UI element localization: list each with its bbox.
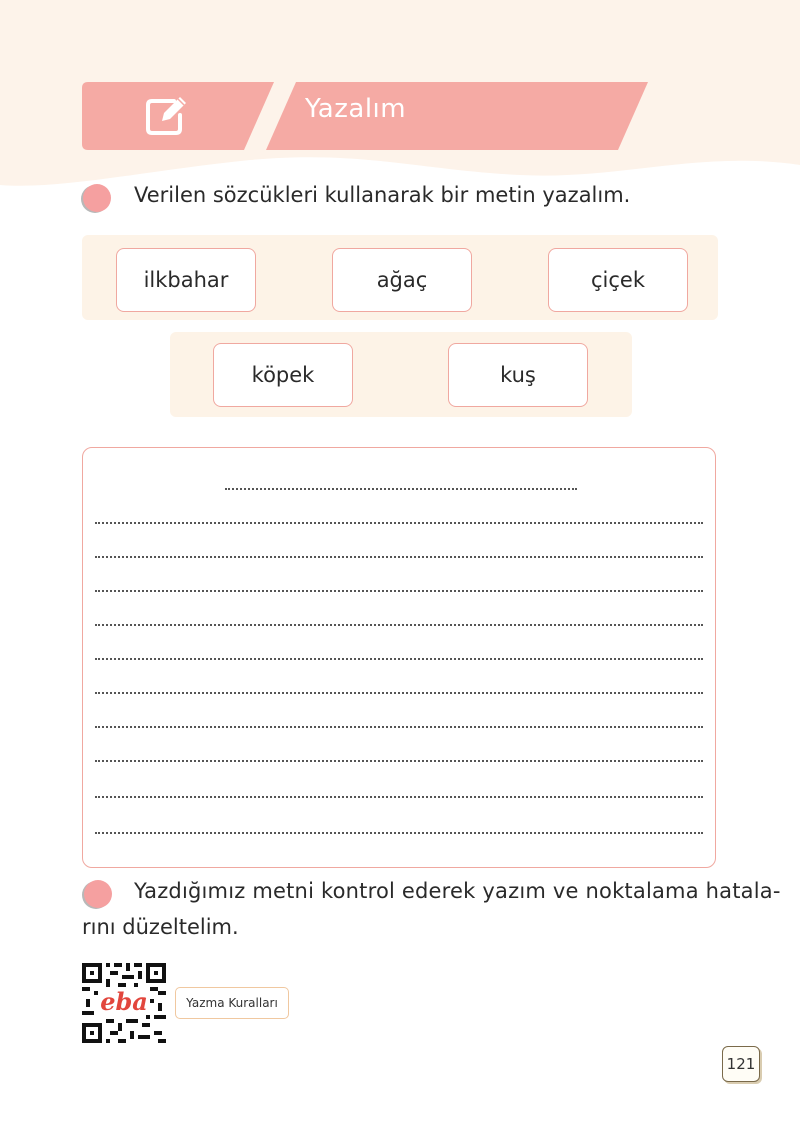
qr-link-label[interactable]: Yazma Kuralları: [175, 987, 289, 1019]
title-writing-line[interactable]: [225, 488, 577, 490]
page-number: 121: [722, 1046, 760, 1082]
instruction-text: Verilen sözcükleri kullanarak bir metin yazalım.: [134, 183, 631, 207]
instruction-text-line-2: rını düzeltelim.: [82, 915, 239, 939]
bullet-icon: [83, 184, 111, 212]
writing-line[interactable]: [95, 760, 703, 762]
writing-line[interactable]: [95, 658, 703, 660]
writing-line[interactable]: [95, 832, 703, 834]
eba-logo: eba: [100, 987, 148, 1017]
writing-line[interactable]: [95, 692, 703, 694]
writing-line[interactable]: [95, 522, 703, 524]
writing-line[interactable]: [95, 796, 703, 798]
section-header-banner: [0, 0, 800, 160]
page-title: Yazalım: [305, 94, 407, 124]
writing-line[interactable]: [95, 590, 703, 592]
word-box: kuş: [448, 343, 588, 407]
word-box: ağaç: [332, 248, 472, 312]
qr-code-icon[interactable]: [82, 963, 166, 1043]
writing-line[interactable]: [95, 726, 703, 728]
word-box: köpek: [213, 343, 353, 407]
writing-area[interactable]: [82, 447, 716, 868]
writing-line[interactable]: [95, 556, 703, 558]
word-box: çiçek: [548, 248, 688, 312]
bullet-icon: [84, 880, 112, 908]
instruction-text-line-1: Yazdığımız metni kontrol ederek yazım ve noktalama hatala-: [134, 879, 781, 903]
word-box: ilkbahar: [116, 248, 256, 312]
edit-icon: [144, 95, 188, 137]
writing-line[interactable]: [95, 624, 703, 626]
